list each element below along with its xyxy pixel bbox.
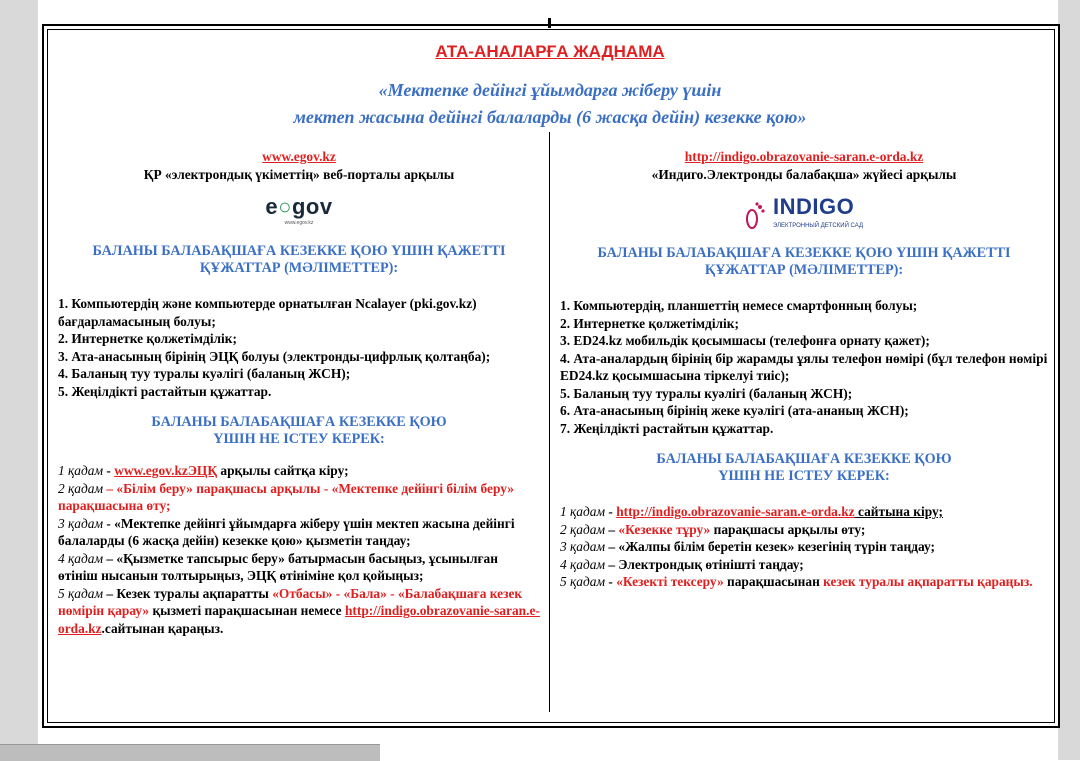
list-item: 2. Интернетке қолжетімділік; <box>58 331 237 346</box>
indigo-docs-heading-1: БАЛАНЫ БАЛАБАҚШАҒА КЕЗЕККЕ ҚОЮ ҮШІН ҚАЖЕТТІ <box>597 245 1011 261</box>
list-item: 1. Компьютердің және компьютерде орнатылған Ncalayer (pki.gov.kz) бағдарламасының болуы; <box>58 296 477 329</box>
indigo-steps-heading-1: БАЛАНЫ БАЛАБАҚШАҒА КЕЗЕККЕ ҚОЮ <box>656 451 952 467</box>
egov-docs-heading-1: БАЛАНЫ БАЛАБАҚШАҒА КЕЗЕККЕ ҚОЮ ҮШІН ҚАЖЕТТІ <box>92 243 506 259</box>
egov-step-1-link[interactable]: www.egov.kzЭЦҚ <box>114 463 218 478</box>
list-item: 1. Компьютердің, планшеттің немесе смартфонның болуы; <box>560 298 918 313</box>
egov-steps-heading-2: ҮШІН НЕ ІСТЕУ КЕРЕК: <box>213 431 385 447</box>
indigo-footprint-icon <box>745 201 767 231</box>
egov-step-5: 5 қадам – Кезек туралы ақпаратты «Отбасы» - «Бала» - «Балабақшаға кезек нөмірін қарау» қызметі парақшасынан немесе http://indigo.obrazovanie-saran.e-orda.kz.сайтынан қараңыз. <box>58 585 540 636</box>
subtitle-line-1: «Мектепке дейінгі ұйымдарға жіберу үшін <box>378 80 722 100</box>
page-title: АТА-АНАЛАРҒА ЖАДНАМА <box>435 42 665 61</box>
indigo-logo-subtext: ЭЛЕКТРОННЫЙ ДЕТСКИЙ САД <box>772 223 864 230</box>
indigo-step-1-link[interactable]: http://indigo.obrazovanie-saran.e-orda.kz <box>616 504 855 519</box>
indigo-step-5: 5 қадам - «Кезекті тексеру» парақшасынан кезек туралы ақпаратты қараңыз. <box>560 574 1033 589</box>
egov-column <box>58 148 540 637</box>
subtitle-line-2: мектеп жасына дейінгі балаларды (6 жасқа дейін) кезекке қою» <box>293 107 807 127</box>
egov-source-text: ҚР «электрондық үкіметтің» веб-порталы арқылы <box>143 166 455 182</box>
egov-step-1: 1 қадам - www.egov.kzЭЦҚ арқылы сайтқа кіру; <box>58 463 349 478</box>
list-item: 4. Ата-аналардың бірінің бір жарамды ұялы телефон нөмірі (бұл телефон нөмірі ED24.kz қосымшасына тіркелуі тиіс); <box>560 350 1048 383</box>
indigo-steps-heading-2: ҮШІН НЕ ІСТЕУ КЕРЕК: <box>718 468 890 484</box>
horizontal-scrollbar[interactable] <box>0 744 380 761</box>
list-item: 4. Баланың туу туралы куәлігі (баланың ЖСН); <box>58 366 351 381</box>
indigo-step-4: 4 қадам – Электрондық өтінішті таңдау; <box>560 556 804 572</box>
egov-step-3: 3 қадам - «Мектепке дейінгі ұйымдарға жіберу үшін мектеп жасына дейінгі балаларды (6 жасқа дейін) кезекке қою» қызметін таңдау; <box>58 515 515 548</box>
list-item: 5. Баланың туу туралы куәлігі (баланың ЖСН); <box>560 385 853 401</box>
egov-docs-heading-2: ҚҰЖАТТАР (МӘЛІМЕТТЕР): <box>199 260 399 276</box>
egov-logo <box>253 195 345 235</box>
list-item: 6. Ата-анасының бірінің жеке куәлігі (ата-ананың ЖСН); <box>560 403 909 418</box>
list-item: 3. Ата-анасының бірінің ЭЦҚ болуы (электронды-цифрлық қолтаңба); <box>58 348 491 364</box>
indigo-step-2: 2 қадам – «Кезекке тұру» парақшасы арқылы өту; <box>560 521 866 537</box>
egov-step-2: 2 қадам – «Білім беру» парақшасы арқылы - «Мектепке дейінгі білім беру» парақшасына өту; <box>58 480 514 513</box>
indigo-logo <box>734 195 874 237</box>
egov-step-4: 4 қадам – «Қызметке тапсырыс беру» батырмасын басыңыз, ұсынылған өтініш нысанын толтырыңыз, ЭЦҚ өтініміне қол қойыңыз; <box>58 550 498 583</box>
egov-docs-list <box>58 295 540 400</box>
indigo-link[interactable]: http://indigo.obrazovanie-saran.e-orda.kz <box>684 149 924 164</box>
indigo-source-text: «Индиго.Электронды балабақша» жүйесі арқылы <box>651 166 957 182</box>
egov-step-5-link[interactable]: http://indigo.obrazovanie-saran.e-orda.kz <box>58 603 540 636</box>
egov-link[interactable]: www.egov.kz <box>262 149 336 164</box>
egov-steps-heading-1: БАЛАНЫ БАЛАБАҚШАҒА КЕЗЕККЕ ҚОЮ <box>151 414 447 430</box>
egov-logo-text: e○gov <box>265 193 333 219</box>
egov-logo-subtext: www.egov.kz <box>284 220 314 226</box>
indigo-step-3: 3 қадам – «Жалпы білім беретін кезек» кезегінің түрін таңдау; <box>560 539 935 554</box>
list-item: 7. Жеңілдікті растайтын құжаттар. <box>560 420 774 436</box>
indigo-logo-text: INDIGO <box>772 194 855 220</box>
list-item: 3. ED24.kz мобильдік қосымшасы (телефонға орнату қажет); <box>560 333 930 348</box>
list-item: 2. Интернетке қолжетімділік; <box>560 315 739 331</box>
list-item: 5. Жеңілдікті растайтын құжаттар. <box>58 383 272 399</box>
column-divider <box>549 132 550 712</box>
indigo-column <box>560 148 1048 591</box>
indigo-step-1: 1 қадам - http://indigo.obrazovanie-saran.e-orda.kz сайтына кіру; <box>560 504 943 519</box>
indigo-docs-heading-2: ҚҰЖАТТАР (МӘЛІМЕТТЕР): <box>704 262 904 278</box>
indigo-docs-list <box>560 297 1048 437</box>
